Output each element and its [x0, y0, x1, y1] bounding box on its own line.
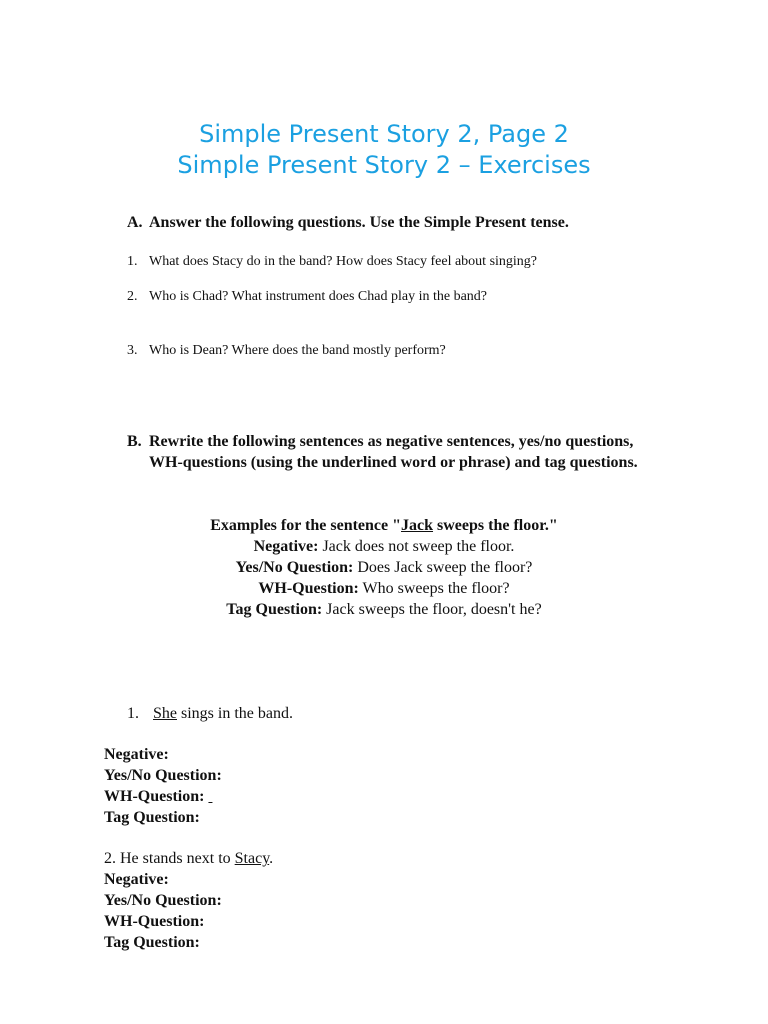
answer-fields-2	[104, 869, 222, 953]
question-number: 2.	[127, 289, 138, 304]
example-yesno: Yes/No Question: Does Jack sweep the floor?	[235, 559, 533, 576]
example-wh: WH-Question: Who sweeps the floor?	[258, 580, 510, 597]
answer-fields-1	[104, 744, 222, 828]
underlined-word: Stacy	[234, 850, 270, 867]
wh-label: WH-Question:	[104, 788, 209, 805]
question-text: What does Stacy do in the band? How does Stacy feel about singing?	[149, 254, 538, 269]
question-text: Who is Chad? What instrument does Chad play in the band?	[149, 289, 488, 304]
negative-label: Negative:	[104, 746, 169, 763]
exercise-item-2: 2. He stands next to Stacy.	[104, 850, 274, 867]
examples-intro: Examples for the sentence "Jack sweeps the floor."	[210, 517, 558, 534]
example-negative: Negative: Jack does not sweep the floor.	[253, 538, 515, 555]
page-subtitle: Simple Present Story 2 – Exercises	[177, 151, 591, 179]
section-b-instruction: Rewrite the following sentences as negative sentences, yes/no questions, WH-questions (using the underlined word or phrase) and tag questions.	[149, 433, 638, 471]
yesno-label: Yes/No Question:	[104, 767, 222, 784]
question-text: Who is Dean? Where does the band mostly perform?	[149, 343, 446, 358]
example-tag: Tag Question: Jack sweeps the floor, doesn't he?	[226, 601, 542, 618]
item-number: 1.	[127, 705, 139, 722]
wh-label: WH-Question:	[104, 913, 205, 930]
exercise-item-1	[127, 703, 293, 724]
section-a-letter: A.	[127, 214, 143, 231]
negative-label: Negative:	[104, 871, 169, 888]
yesno-label: Yes/No Question:	[104, 892, 222, 909]
page-title: Simple Present Story 2, Page 2	[199, 120, 569, 148]
question-number: 3.	[127, 343, 138, 358]
question-number: 1.	[127, 254, 138, 269]
section-b-letter: B.	[127, 433, 142, 450]
underlined-word: Jack	[401, 517, 434, 534]
tag-label: Tag Question:	[104, 934, 200, 951]
examples-block	[0, 515, 768, 620]
item-sentence: sings in the band.	[177, 705, 293, 722]
item-sentence-prefix: 2. He stands next to	[104, 850, 235, 867]
section-a-instruction: Answer the following questions. Use the Simple Present tense.	[149, 214, 569, 231]
tag-label: Tag Question:	[104, 809, 200, 826]
underlined-word: She	[153, 705, 177, 722]
